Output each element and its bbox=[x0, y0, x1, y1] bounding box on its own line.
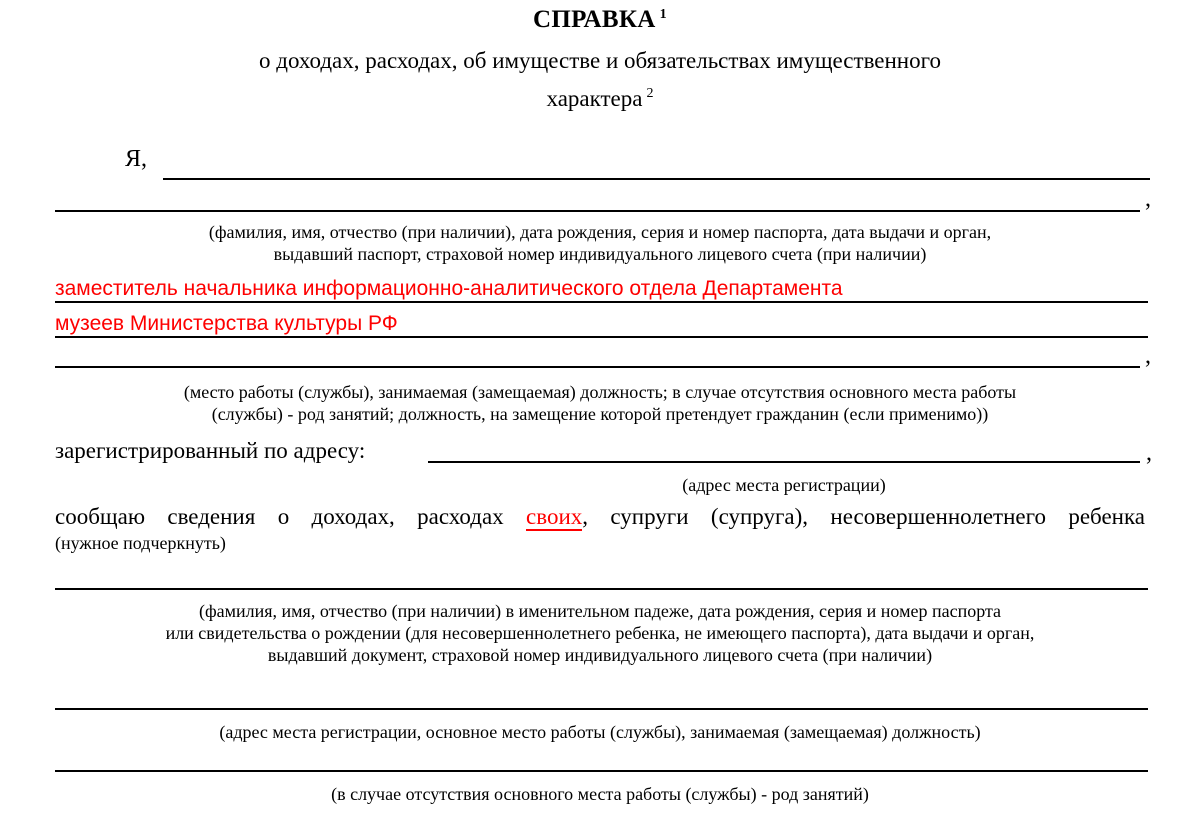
occupation-field-line[interactable] bbox=[55, 770, 1148, 772]
child-caption-line-2: или свидетельства о рождении (для несовершеннолетнего ребенка, не имеющего паспорта), дата выдачи и орган, bbox=[165, 623, 1035, 643]
name-field-line-1[interactable] bbox=[163, 178, 1150, 180]
statement-underlined-word[interactable]: своих bbox=[526, 504, 583, 529]
child-caption-line-3: выдавший документ, страховой номер индивидуального лицевого счета (при наличии) bbox=[267, 645, 933, 665]
footnote-ref-1: 1 bbox=[659, 6, 667, 22]
pronoun-label: Я, bbox=[125, 146, 148, 172]
workplace-field-line-1[interactable] bbox=[55, 301, 1148, 303]
work-caption-line-1: (место работы (службы), занимаемая (замещаемая) должность; в случае отсутствия основного места работы bbox=[183, 382, 1017, 402]
passport-caption-line-2: выдавший паспорт, страховой номер индивидуального лицевого счета (при наличии) bbox=[273, 244, 927, 264]
workplace-field-line-3[interactable] bbox=[55, 366, 1140, 368]
trailing-comma-1: , bbox=[1145, 186, 1151, 212]
work-caption-line-2: (службы) - род занятий; должность, на замещение которой претендует гражданин (если применимо)) bbox=[211, 404, 989, 424]
name-field-line-2[interactable] bbox=[55, 210, 1140, 212]
address-caption: (адрес места регистрации) bbox=[682, 475, 886, 495]
form-title-text: СПРАВКА bbox=[533, 6, 656, 33]
passport-caption bbox=[55, 221, 1145, 265]
position-value-line-2: музеев Министерства культуры РФ bbox=[55, 312, 398, 335]
passport-caption-line-1: (фамилия, имя, отчество (при наличии), дата рождения, серия и номер паспорта, дата выдачи и орган, bbox=[208, 222, 992, 242]
child-address-field-line[interactable] bbox=[55, 708, 1148, 710]
statement-before: сообщаю сведения о доходах, расходах bbox=[55, 504, 504, 529]
work-caption bbox=[55, 381, 1145, 425]
trailing-comma-3: , bbox=[1146, 440, 1152, 466]
form-subtitle-line-2-text: характера bbox=[546, 86, 643, 111]
form-subtitle-line-2 bbox=[0, 86, 1200, 112]
child-caption-line-1: (фамилия, имя, отчество (при наличии) в именительном падеже, дата рождения, серия и номер паспорта bbox=[198, 601, 1002, 621]
child-caption bbox=[55, 600, 1145, 666]
form-subtitle-line-1: о доходах, расходах, об имуществе и обязательствах имущественного bbox=[259, 48, 941, 73]
address-work-caption: (адрес места регистрации, основное место работы (службы), занимаемая (замещаемая) должность) bbox=[219, 722, 981, 742]
address-label: зарегистрированный по адресу: bbox=[55, 438, 366, 463]
form-title bbox=[0, 6, 1200, 34]
statement-line bbox=[55, 503, 1145, 531]
position-value-line-1: заместитель начальника информационно-аналитического отдела Департамента bbox=[55, 277, 843, 300]
child-name-field-line[interactable] bbox=[55, 588, 1148, 590]
underline-note: (нужное подчеркнуть) bbox=[55, 533, 226, 553]
occupation-caption: (в случае отсутствия основного места работы (службы) - род занятий) bbox=[331, 784, 869, 804]
statement-after: , супруги (супруга), несовершеннолетнего ребенка bbox=[582, 504, 1146, 529]
workplace-field-line-2[interactable] bbox=[55, 336, 1148, 338]
trailing-comma-2: , bbox=[1145, 343, 1151, 369]
footnote-ref-2: 2 bbox=[646, 86, 654, 102]
address-field-line[interactable] bbox=[428, 461, 1140, 463]
